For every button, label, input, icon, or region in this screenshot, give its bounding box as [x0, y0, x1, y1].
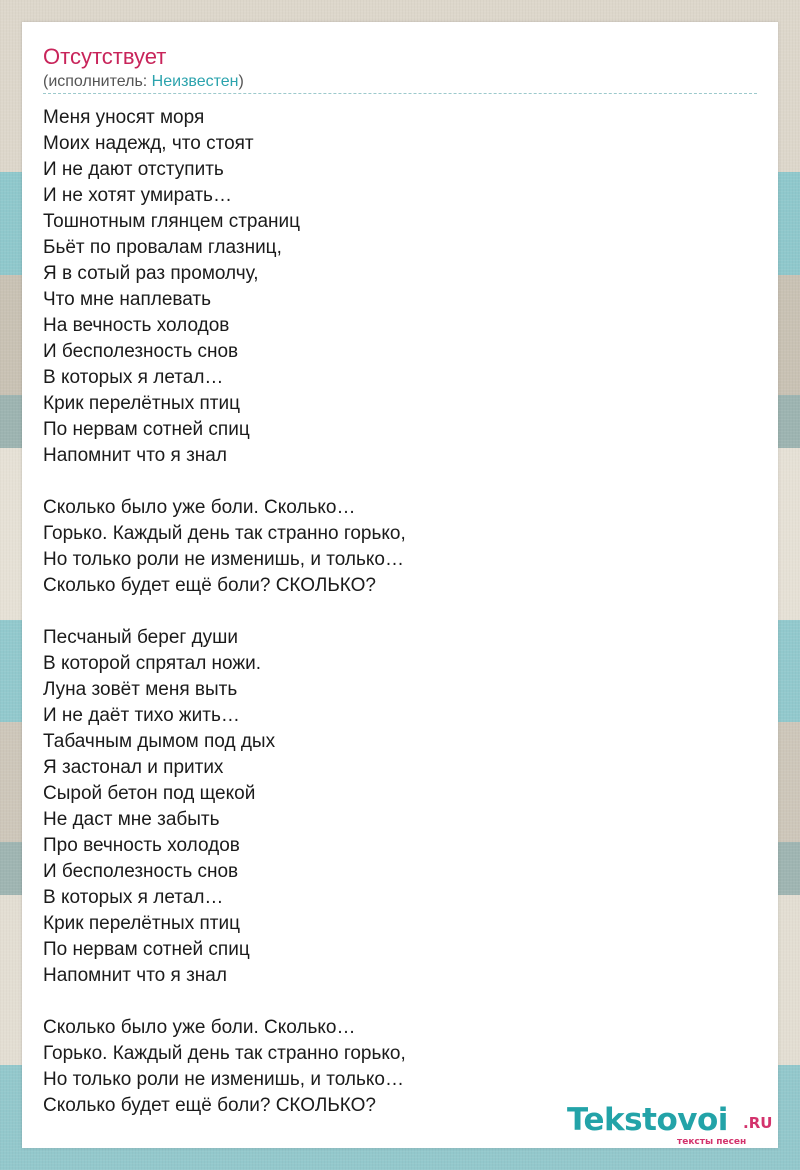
lyric-line: Моих надежд, что стоят [43, 133, 254, 154]
lyric-line: По нервам сотней спиц [43, 939, 250, 960]
artist-line [43, 72, 244, 92]
lyric-line: Сколько было уже боли. Сколько… [43, 1017, 356, 1038]
title-divider [43, 93, 757, 94]
lyrics-card [22, 22, 778, 1148]
artist-suffix: ) [238, 73, 244, 90]
lyric-line: Горько. Каждый день так странно горько, [43, 1043, 406, 1064]
lyric-line: Про вечность холодов [43, 835, 240, 856]
stanza-gap [43, 599, 743, 625]
lyric-line: В которой спрятал ножи. [43, 653, 262, 674]
lyric-line: Луна зовёт меня выть [43, 679, 238, 700]
lyric-line: Сколько будет ещё боли? СКОЛЬКО? [43, 575, 376, 596]
lyric-line: Меня уносят моря [43, 107, 205, 128]
lyric-line: Что мне наплевать [43, 289, 212, 310]
lyric-line: Я застонал и притих [43, 757, 224, 778]
lyric-line: Напомнит что я знал [43, 445, 227, 466]
lyric-line: Не даст мне забыть [43, 809, 220, 830]
lyric-line: Крик перелётных птиц [43, 913, 240, 934]
stanza-gap [43, 989, 743, 1015]
lyric-line: И бесполезность снов [43, 861, 239, 882]
lyric-line: Сколько было уже боли. Сколько… [43, 497, 356, 518]
lyric-line: Я в сотый раз промолчу, [43, 263, 259, 284]
lyric-line: Горько. Каждый день так странно горько, [43, 523, 406, 544]
lyric-line: По нервам сотней спиц [43, 419, 250, 440]
lyric-line: На вечность холодов [43, 315, 230, 336]
lyric-line: Сколько будет ещё боли? СКОЛЬКО? [43, 1095, 376, 1116]
song-title: Отсутствует [43, 44, 167, 69]
site-logo[interactable] [567, 1102, 777, 1147]
stanza-gap [43, 469, 743, 495]
lyric-line: Сырой бетон под щекой [43, 783, 256, 804]
lyrics-body [43, 105, 743, 1119]
artist-prefix: (исполнитель: [43, 73, 152, 90]
lyric-line: И не хотят умирать… [43, 185, 232, 206]
logo-word: Tekstovoi [567, 1102, 728, 1138]
lyric-line: Песчаный берег души [43, 627, 239, 648]
lyric-line: Напомнит что я знал [43, 965, 227, 986]
logo-tld: .RU [743, 1114, 773, 1132]
lyric-line: И не даёт тихо жить… [43, 705, 240, 726]
lyric-line: Бьёт по провалам глазниц, [43, 237, 282, 258]
lyric-line: И бесполезность снов [43, 341, 239, 362]
artist-link[interactable]: Неизвестен [151, 73, 239, 90]
lyric-line: И не дают отступить [43, 159, 224, 180]
logo-tagline: тексты песен [677, 1137, 747, 1147]
lyric-line: Крик перелётных птиц [43, 393, 240, 414]
lyric-line: Тошнотным глянцем страниц [43, 211, 301, 232]
lyric-line: Но только роли не изменишь, и только… [43, 549, 404, 570]
lyric-line: Но только роли не изменишь, и только… [43, 1069, 404, 1090]
lyric-line: В которых я летал… [43, 887, 224, 908]
lyric-line: В которых я летал… [43, 367, 224, 388]
lyric-line: Табачным дымом под дых [43, 731, 276, 752]
